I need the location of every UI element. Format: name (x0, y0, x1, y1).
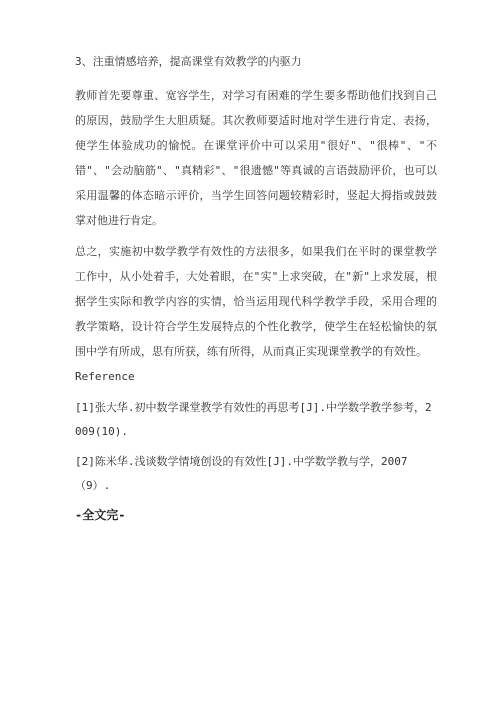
document-body (75, 55, 437, 504)
reference-item-1: [1]张大华.初中数学课堂教学有效性的再思考[J].中学数学教学参考，2009(10). (75, 401, 432, 438)
paragraph-encouragement: 教师首先要尊重、宽容学生，对学习有困难的学生要多帮助他们找到自己的原因，鼓励学生大胆质疑。其次教师要适时地对学生进行肯定、表扬，使学生体验成功的愉悦。在课堂评价中可以采用"很好"、"很棒"、"不错"、"会动脑筋"、"真精彩"、"很遗憾"等真诚的言语鼓励评价，也可以采用温馨的体态暗示评价，当学生回答问题较精彩时，竖起大拇指或鼓鼓掌对他进行肯定。 (75, 89, 437, 227)
reference-title: Reference (75, 370, 135, 383)
paragraph-conclusion: 总之，实施初中数学教学有效性的方法很多，如果我们在平时的课堂教学工作中，从小处着手，大处着眼，在"实"上求突破，在"新"上求发展，根据学生实际和教学内容的实情，恰当运用现代科学教学手段，采用合理的教学策略，设计符合学生发展特点的个性化教学，使学生在轻松愉快的氛围中学有所成，思有所获，练有所得，从而真正实现课堂教学的有效性。 (75, 245, 437, 358)
reference-item-2: [2]陈米华.浅谈数学情境创设的有效性[J].中学数学教与学，2007（9）. (75, 455, 408, 492)
section-heading: 3、注重情感培养，提高课堂有效教学的内驱力 (75, 55, 302, 68)
end-mark: -全文完- (75, 508, 126, 522)
